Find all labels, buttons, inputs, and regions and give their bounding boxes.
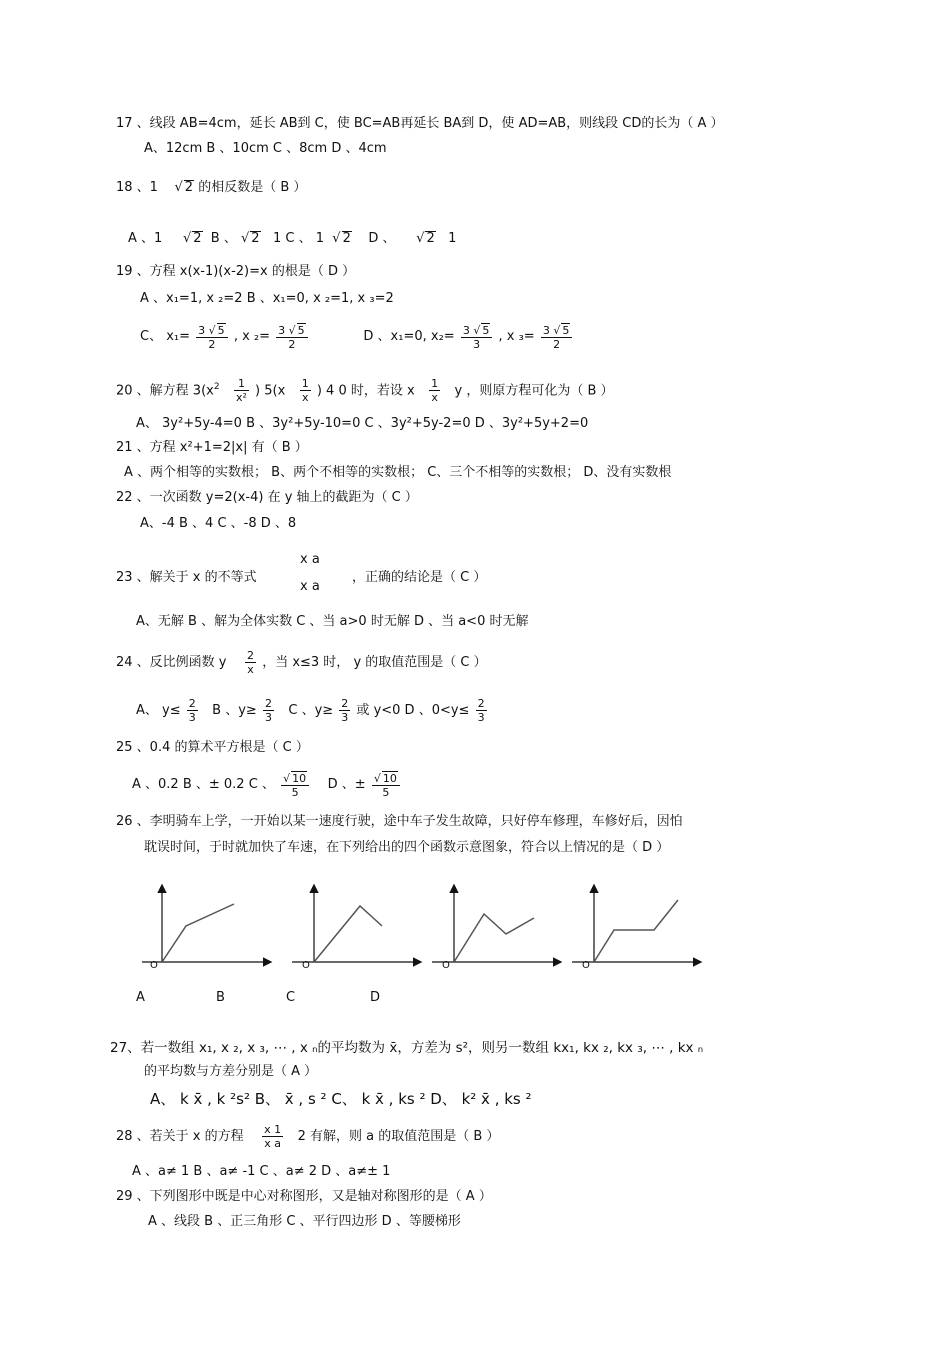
q19-stem: 19 、方程 x(x-1)(x-2)=x 的根是（ D ） — [116, 264, 356, 279]
q26-origin-a: O — [150, 960, 158, 971]
q18-opt-a: A 、1 — [128, 231, 163, 246]
q27-options: A、 k x̄ , k ²s² B、 x̄ , s ² C、 k x̄ , ks ² D、 k² x̄ , ks ² — [150, 1090, 532, 1108]
q25-frac-c: $\frac{√ 10}{5}$ — [281, 771, 309, 799]
q25-options — [132, 768, 402, 802]
q24-stem-b: ，当 x≤3 时， y 的取值范围是（ C ） — [262, 655, 487, 670]
q25-opt-d: D 、± — [327, 777, 366, 792]
q20-frac-1: $\frac{1}{\text{x²}}$ — [235, 377, 247, 405]
q25-opt-a: A 、0.2 B 、± 0.2 C 、 — [132, 777, 275, 792]
q26-stem-2: 耽误时间，于时就加快了车速，在下列给出的四个函数示意图象，符合以上情况的是（ D ） — [144, 840, 670, 855]
q18-stem: 18 、1 √ 2 的相反数是（ B ） — [116, 180, 307, 195]
q20-stem-a: 20 、解方程 3(x — [116, 383, 214, 399]
q24-stem-a: 24 、反比例函数 y — [116, 655, 227, 670]
q26-label-d: D — [370, 990, 381, 1005]
q18-rad-d: 2 — [426, 231, 435, 246]
q18-rad-b: 2 — [251, 231, 260, 246]
q28-options: A 、a≠ 1 B 、a≠ -1 C 、a≠ 2 D 、a≠± 1 — [132, 1164, 391, 1179]
q24-frac-b: $\frac{2}{3}$ — [264, 697, 272, 724]
q24-opt-b: B 、y≥ — [212, 703, 257, 718]
q23-ineq-top: x a — [300, 552, 320, 567]
q19-frac-3: $\frac{3 √ 5}{3}$ — [461, 323, 493, 351]
q26-graph-b — [292, 886, 420, 962]
q26-label-c: C — [286, 990, 296, 1005]
q17-stem: 17 、线段 AB=4cm，延长 AB到 C，使 BC=AB再延长 BA到 D，使 AD=AB，则线段 CD的长为（ A ） — [116, 116, 724, 131]
q26-label-a: A — [136, 990, 145, 1005]
q19-c-mid: , x ₂= — [233, 329, 271, 344]
q27-stem: 27、若一数组 x₁, x ₂, x ₃, ⋯ , x ₙ的平均数为 x̄，方差为 s²，则另一数组 kx₁, kx ₂, kx ₃, ⋯ , kx ₙ — [110, 1040, 704, 1056]
q22-options: A、-4 B 、4 C 、-8 D 、8 — [140, 516, 297, 531]
q26-origin-c: O — [442, 960, 450, 971]
q25-frac-d: $\frac{√ 10}{5}$ — [372, 771, 400, 799]
q18-stem-rad: 2 — [184, 180, 194, 195]
q26-origin-d: O — [582, 960, 590, 971]
q18-rad-c: 2 — [342, 231, 351, 246]
q26-graphs — [138, 880, 718, 975]
q19-options-cd — [140, 320, 574, 354]
q18-stem-rest: 的相反数是（ B ） — [198, 180, 307, 195]
q20-frac-2: $\frac{1}{x}$ — [301, 377, 309, 405]
q20-stem: 20 、解方程 $3(x^2$ $\frac{1}{\text{x²}}$ ) 5(x $\frac{1}{x}$ ) 4 0 时，若设 x $\frac{1}{x}$ y ，则原方程可化为（ B ） — [116, 377, 614, 405]
q28-stem-b: 2 有解，则 a 的取值范围是（ B ） — [297, 1129, 500, 1144]
q22-stem: 22 、一次函数 y=2(x-4) 在 y 轴上的截距为（ C ） — [116, 490, 418, 505]
q27-stem-2: 的平均数与方差分别是（ A ） — [144, 1064, 318, 1079]
q24-options — [136, 694, 489, 728]
q20-stem-b: ) 5(x — [255, 383, 286, 399]
q29-stem: 29 、下列图形中既是中心对称图形，又是轴对称图形的是（ A ） — [116, 1189, 492, 1204]
q24-opt-a: A、 y≤ — [136, 703, 181, 718]
q24-stem — [116, 645, 487, 681]
q19-options-ab: A 、x₁=1, x ₂=2 B 、x₁=0, x ₂=1, x ₃=2 — [140, 291, 394, 306]
q19-d-label: D 、x₁=0, x₂= — [363, 329, 455, 344]
q24-frac-d: $\frac{2}{3}$ — [477, 697, 485, 724]
q26-stem-1: 26 、李明骑车上学，一开始以某一速度行驶，途中车子发生故障，只好停车修理，车修好后，因怕 — [116, 814, 683, 829]
q26-origin-b: O — [302, 960, 310, 971]
q18-rad-a: 2 — [193, 231, 202, 246]
q20-stem-d: y ，则原方程可化为（ B ） — [454, 383, 614, 399]
q18-opt-d: D 、 — [368, 231, 396, 246]
q19-frac-4: $\frac{3 √ 5}{2}$ — [541, 323, 573, 351]
q24-frac-a: $\frac{2}{3}$ — [188, 697, 196, 724]
q18-options: A 、1 √ 2 B 、 √ 2 1 C 、 1 √ 2 D 、 √ 2 1 — [128, 231, 457, 246]
q19-c-label: C、 x₁= — [140, 329, 191, 344]
q28-stem-a: 28 、若关于 x 的方程 — [116, 1129, 244, 1144]
q23-stem-rest: ，正确的结论是（ C ） — [352, 570, 487, 585]
q23-stem: 23 、解关于 x 的不等式 — [116, 570, 257, 585]
q28-stem — [116, 1119, 499, 1155]
q23-options: A、无解 B 、解为全体实数 C 、当 a>0 时无解 D 、当 a<0 时无解 — [136, 614, 529, 629]
q24-frac: $\frac{2}{x}$ — [247, 649, 255, 676]
q18-opt-d2: 1 — [448, 231, 457, 246]
q21-stem: 21 、方程 x²+1=2|x| 有（ B ） — [116, 440, 308, 455]
q23-ineq-bottom: x a — [300, 579, 320, 594]
q28-frac: $\frac{x 1}{\text{x a}}$ — [264, 1123, 282, 1150]
q18-opt-c: 1 C 、 1 — [272, 231, 324, 246]
q26-graph-c — [432, 886, 560, 962]
q20-options: A、 3y²+5y-4=0 B 、3y²+5y-10=0 C 、3y²+5y-2=0 D 、3y²+5y+2=0 — [136, 416, 589, 431]
q24-frac-c: $\frac{2}{3}$ — [341, 697, 349, 724]
q19-d-mid: , x ₃= — [498, 329, 535, 344]
q20-frac-3: $\frac{1}{x}$ — [431, 377, 439, 405]
q26-label-b: B — [216, 990, 225, 1005]
q17-options: A、12cm B 、10cm C 、8cm D 、4cm — [144, 141, 387, 156]
q24-opt-c: C 、y≥ — [288, 703, 334, 718]
q19-frac-1: $\frac{3 √ 5}{2}$ — [196, 323, 228, 351]
q18-stem-num: 18 、1 — [116, 180, 158, 195]
q26-graph-d — [572, 886, 700, 962]
q21-options: A 、两个相等的实数根； B、两个不相等的实数根； C、三个不相等的实数根； D、没有实数根 — [124, 465, 672, 480]
q26-graph-a — [142, 886, 270, 962]
q24-opt-d: 或 y<0 D 、0<y≤ — [356, 703, 470, 718]
q20-stem-c: ) 4 0 时，若设 x — [316, 383, 415, 399]
q18-opt-b: B 、 — [210, 231, 237, 246]
q19-frac-2: $\frac{3 √ 5}{2}$ — [276, 323, 308, 351]
q29-options: A 、线段 B 、正三角形 C 、平行四边形 D 、等腰梯形 — [148, 1214, 461, 1229]
q25-stem: 25 、0.4 的算术平方根是（ C ） — [116, 740, 309, 755]
